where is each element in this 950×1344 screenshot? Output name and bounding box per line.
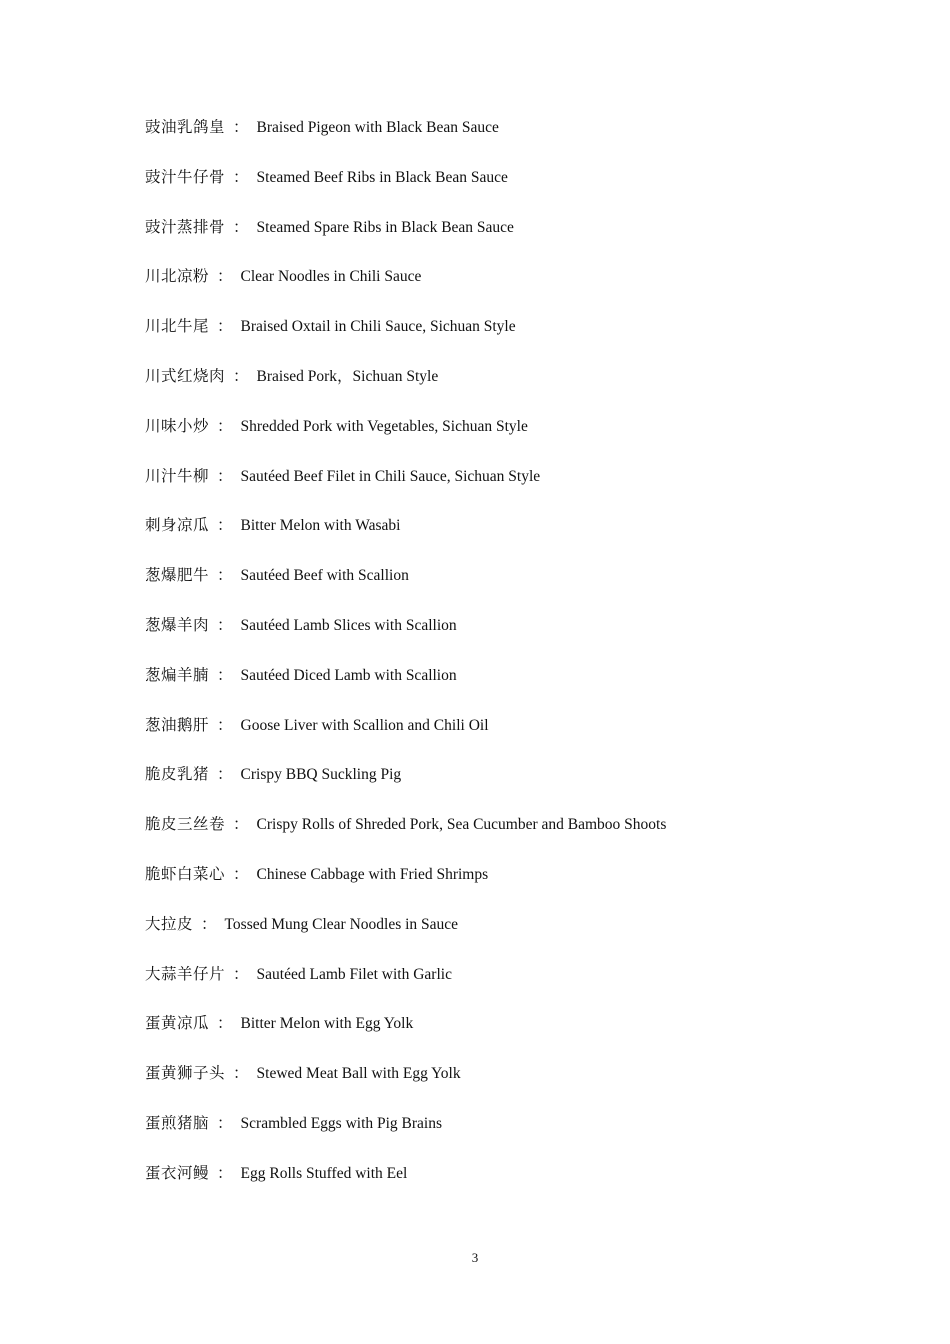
chinese-dish-name: 蛋衣河鳗 — [145, 1164, 210, 1182]
separator: ： — [217, 268, 233, 286]
separator: ： — [233, 816, 249, 834]
list-item — [145, 763, 865, 813]
list-item — [145, 465, 865, 515]
separator: ： — [217, 766, 233, 784]
english-dish-name: Clear Noodles in Chili Sauce — [240, 268, 422, 286]
chinese-dish-name: 刺身凉瓜 — [145, 517, 210, 535]
menu-translation-list — [145, 116, 865, 1212]
chinese-dish-name: 蛋煎猪脑 — [145, 1114, 210, 1132]
english-dish-name: Chinese Cabbage with Fried Shrimps — [256, 865, 489, 883]
english-dish-name: Egg Rolls Stuffed with Eel — [240, 1164, 408, 1182]
chinese-dish-name: 脆皮乳猪 — [145, 766, 210, 784]
chinese-dish-name: 葱爆肥牛 — [145, 567, 210, 585]
page-number: 3 — [471, 1250, 479, 1265]
english-dish-name: Sautéed Lamb Filet with Garlic — [256, 965, 452, 983]
separator: ： — [217, 616, 233, 634]
separator: ： — [233, 218, 249, 236]
chinese-dish-name: 蛋黄凉瓜 — [145, 1015, 210, 1033]
english-dish-name: Braised Pigeon with Black Bean Sauce — [256, 119, 499, 136]
separator: ： — [217, 467, 233, 485]
chinese-dish-name: 川汁牛柳 — [145, 467, 210, 485]
english-dish-name: Bitter Melon with Egg Yolk — [240, 1015, 414, 1033]
chinese-dish-name: 豉汁蒸排骨 — [145, 218, 226, 236]
separator: ： — [217, 666, 233, 684]
chinese-dish-name: 大蒜羊仔片 — [145, 965, 226, 983]
separator: ： — [233, 965, 249, 983]
separator: ： — [217, 517, 233, 535]
list-item — [145, 664, 865, 714]
english-dish-name: Braised Pork，Sichuan Style — [256, 367, 439, 385]
list-item — [145, 265, 865, 315]
chinese-dish-name: 脆虾白菜心 — [145, 865, 226, 883]
chinese-dish-name: 脆皮三丝卷 — [145, 816, 226, 834]
english-dish-name: Sautéed Beef Filet in Chili Sauce, Sichuan Style — [240, 467, 541, 485]
chinese-dish-name: 川北牛尾 — [145, 318, 210, 336]
english-dish-name: Sautéed Lamb Slices with Scallion — [240, 616, 457, 634]
chinese-dish-name: 川味小炒 — [145, 417, 210, 435]
list-item — [145, 415, 865, 465]
list-item — [145, 1162, 865, 1212]
list-item — [145, 813, 865, 863]
chinese-dish-name: 大拉皮 — [145, 915, 194, 933]
english-dish-name: Sautéed Beef with Scallion — [240, 567, 409, 585]
list-item — [145, 714, 865, 764]
english-dish-name: Bitter Melon with Wasabi — [240, 517, 401, 535]
list-item — [145, 1062, 865, 1112]
list-item — [145, 216, 865, 266]
chinese-dish-name: 川北凉粉 — [145, 268, 210, 286]
chinese-dish-name: 葱油鹅肝 — [145, 716, 210, 734]
english-dish-name: Braised Oxtail in Chili Sauce, Sichuan Style — [240, 318, 516, 336]
english-dish-name: Scrambled Eggs with Pig Brains — [240, 1114, 443, 1132]
english-dish-name: Steamed Beef Ribs in Black Bean Sauce — [256, 168, 508, 186]
separator: ： — [233, 1065, 249, 1083]
list-item — [145, 913, 865, 963]
list-item — [145, 166, 865, 216]
list-item — [145, 564, 865, 614]
english-dish-name: Crispy BBQ Suckling Pig — [240, 766, 402, 784]
english-dish-name: Shredded Pork with Vegetables, Sichuan Style — [240, 417, 528, 435]
separator: ： — [217, 567, 233, 585]
chinese-dish-name: 葱煸羊腩 — [145, 666, 210, 684]
english-dish-name: Stewed Meat Ball with Egg Yolk — [256, 1065, 461, 1083]
list-item — [145, 315, 865, 365]
chinese-dish-name: 葱爆羊肉 — [145, 616, 210, 634]
english-dish-name: Steamed Spare Ribs in Black Bean Sauce — [256, 218, 514, 236]
separator: ： — [201, 915, 217, 933]
separator: ： — [233, 119, 249, 136]
list-item — [145, 963, 865, 1013]
separator: ： — [233, 168, 249, 186]
separator: ： — [217, 1015, 233, 1033]
english-dish-name: Crispy Rolls of Shreded Pork, Sea Cucumber and Bamboo Shoots — [256, 816, 667, 834]
chinese-dish-name: 蛋黄狮子头 — [145, 1065, 226, 1083]
list-item — [145, 514, 865, 564]
separator: ： — [217, 716, 233, 734]
list-item — [145, 614, 865, 664]
separator: ： — [217, 417, 233, 435]
separator: ： — [233, 367, 249, 385]
list-item — [145, 116, 865, 166]
list-item — [145, 1012, 865, 1062]
english-dish-name: Tossed Mung Clear Noodles in Sauce — [224, 915, 459, 933]
list-item — [145, 1112, 865, 1162]
separator: ： — [233, 865, 249, 883]
separator: ： — [217, 318, 233, 336]
separator: ： — [217, 1164, 233, 1182]
list-item — [145, 863, 865, 913]
chinese-dish-name: 豉汁牛仔骨 — [145, 168, 226, 186]
list-item — [145, 365, 865, 415]
chinese-dish-name: 豉油乳鸽皇 — [145, 119, 226, 136]
separator: ： — [217, 1114, 233, 1132]
english-dish-name: Sautéed Diced Lamb with Scallion — [240, 666, 457, 684]
chinese-dish-name: 川式红烧肉 — [145, 367, 226, 385]
english-dish-name: Goose Liver with Scallion and Chili Oil — [240, 716, 489, 734]
